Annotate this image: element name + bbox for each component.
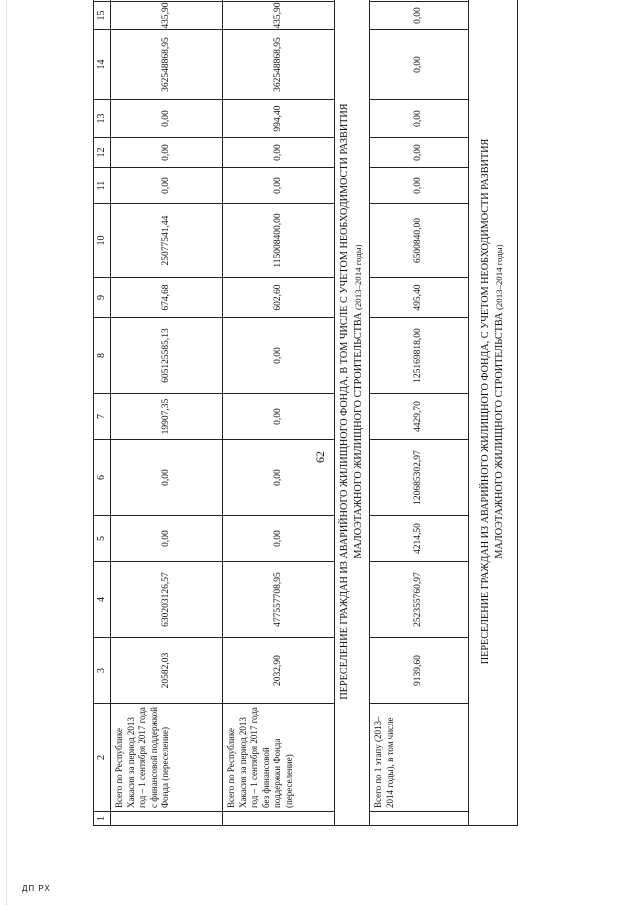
- value-cell: 362548868,95: [111, 30, 223, 100]
- value-cell: 4214,50: [370, 516, 469, 562]
- value-cell: 115008400,00: [223, 204, 335, 278]
- section-heading: [469, 0, 518, 826]
- empty-cell: [223, 812, 335, 826]
- section-heading: [335, 0, 370, 826]
- section-heading-row: [469, 0, 518, 826]
- value-cell: 0,00: [223, 440, 335, 516]
- value-cell: 0,00: [111, 516, 223, 562]
- header-cell: [94, 0, 111, 2]
- value-cell: 252355760,97: [370, 562, 469, 638]
- value-cell: 25077541,44: [111, 204, 223, 278]
- header-cell: 12: [94, 138, 111, 168]
- table-row: [223, 0, 335, 826]
- value-cell: 0,00: [223, 168, 335, 204]
- value-cell: 435,90: [223, 2, 335, 30]
- value-cell: 0,00: [370, 2, 469, 30]
- header-cell: 9: [94, 278, 111, 318]
- value-cell: 495,40: [370, 278, 469, 318]
- table-row: [370, 0, 469, 826]
- value-cell: 0,00: [111, 168, 223, 204]
- value-cell: 0,00: [370, 30, 469, 100]
- scan-edge: [0, 0, 7, 905]
- header-cell: 7: [94, 394, 111, 440]
- value-cell: 19907,35: [111, 394, 223, 440]
- header-cell: 2: [94, 704, 111, 812]
- row-label: Всего по Республике Хакасия за период 2013 год – 1 сентября 2017 года без финансовой поддержки Фонда (переселение): [223, 704, 335, 812]
- value-cell: 0,00: [223, 394, 335, 440]
- empty-cell: [370, 812, 469, 826]
- value-cell: 0,00: [223, 318, 335, 394]
- header-cell: 5: [94, 516, 111, 562]
- section-heading-years: (2013–2014 годы): [353, 244, 363, 311]
- row-label: Всего по Республике Хакасия за период 2013 год – 1 сентября 2017 года с финансовой поддержкой Фонда (переселение): [111, 704, 223, 812]
- header-cell: 1: [94, 812, 111, 826]
- section-heading-line: МАЛОЭТАЖНОГО ЖИЛИЩНОГО СТРОИТЕЛЬСТВА: [353, 312, 364, 559]
- header-cell: 11: [94, 168, 111, 204]
- value-cell: 20582,03: [111, 638, 223, 704]
- value-cell: 120685302,97: [370, 440, 469, 516]
- header-cell: 6: [94, 440, 111, 516]
- row-label: Всего по 1 этапу (2013–2014 годы), в том числе: [370, 704, 469, 812]
- section-heading-line: МАЛОЭТАЖНОГО ЖИЛИЩНОГО СТРОИТЕЛЬСТВА: [494, 312, 505, 559]
- header-cell: 8: [94, 318, 111, 394]
- header-cell: 14: [94, 30, 111, 100]
- header-cell: 4: [94, 562, 111, 638]
- value-cell: 0,00: [223, 138, 335, 168]
- value-cell: 0,00: [370, 138, 469, 168]
- value-cell: 477557708,95: [223, 562, 335, 638]
- header-cell: 3: [94, 638, 111, 704]
- value-cell: 2032,90: [223, 638, 335, 704]
- value-cell: 9139,60: [370, 638, 469, 704]
- rotated-table-wrapper: [93, 2, 505, 826]
- section-heading-years: (2013–2014 годы): [494, 244, 504, 311]
- section-heading-line: ПЕРЕСЕЛЕНИЕ ГРАЖДАН ИЗ АВАРИЙНОГО ЖИЛИЩНОГО ФОНДА, С УЧЕТОМ НЕОБХОДИМОСТИ РАЗВИТИЯ: [480, 138, 492, 665]
- value-cell: 0,00: [370, 168, 469, 204]
- program-table: [93, 0, 518, 826]
- empty-cell: [111, 812, 223, 826]
- value-cell: [370, 0, 469, 2]
- header-row: [94, 0, 111, 826]
- page-number: 62: [313, 451, 327, 463]
- footer-mark: ДП РХ: [22, 884, 51, 893]
- table-row: [111, 0, 223, 826]
- value-cell: 125169818,00: [370, 318, 469, 394]
- value-cell: 674,68: [111, 278, 223, 318]
- value-cell: 602,60: [223, 278, 335, 318]
- header-cell: 13: [94, 100, 111, 138]
- section-heading-row: [335, 0, 370, 826]
- value-cell: 435,90: [111, 2, 223, 30]
- value-cell: 630203126,57: [111, 562, 223, 638]
- value-cell: 4429,70: [370, 394, 469, 440]
- value-cell: 0,00: [111, 100, 223, 138]
- header-cell: 10: [94, 204, 111, 278]
- section-heading-line: ПЕРЕСЕЛЕНИЕ ГРАЖДАН ИЗ АВАРИЙНОГО ЖИЛИЩНОГО ФОНДА, В ТОМ ЧИСЛЕ С УЧЕТОМ НЕОБХОДИМОСТИ РАЗВИТИЯ: [339, 103, 351, 700]
- value-cell: 6500840,00: [370, 204, 469, 278]
- value-cell: 994,40: [223, 100, 335, 138]
- header-cell: 15: [94, 2, 111, 30]
- value-cell: 605125585,13: [111, 318, 223, 394]
- value-cell: 0,00: [111, 138, 223, 168]
- value-cell: 0,00: [370, 100, 469, 138]
- value-cell: 0,00: [223, 516, 335, 562]
- value-cell: 0,00: [111, 440, 223, 516]
- value-cell: 362548868,95: [223, 30, 335, 100]
